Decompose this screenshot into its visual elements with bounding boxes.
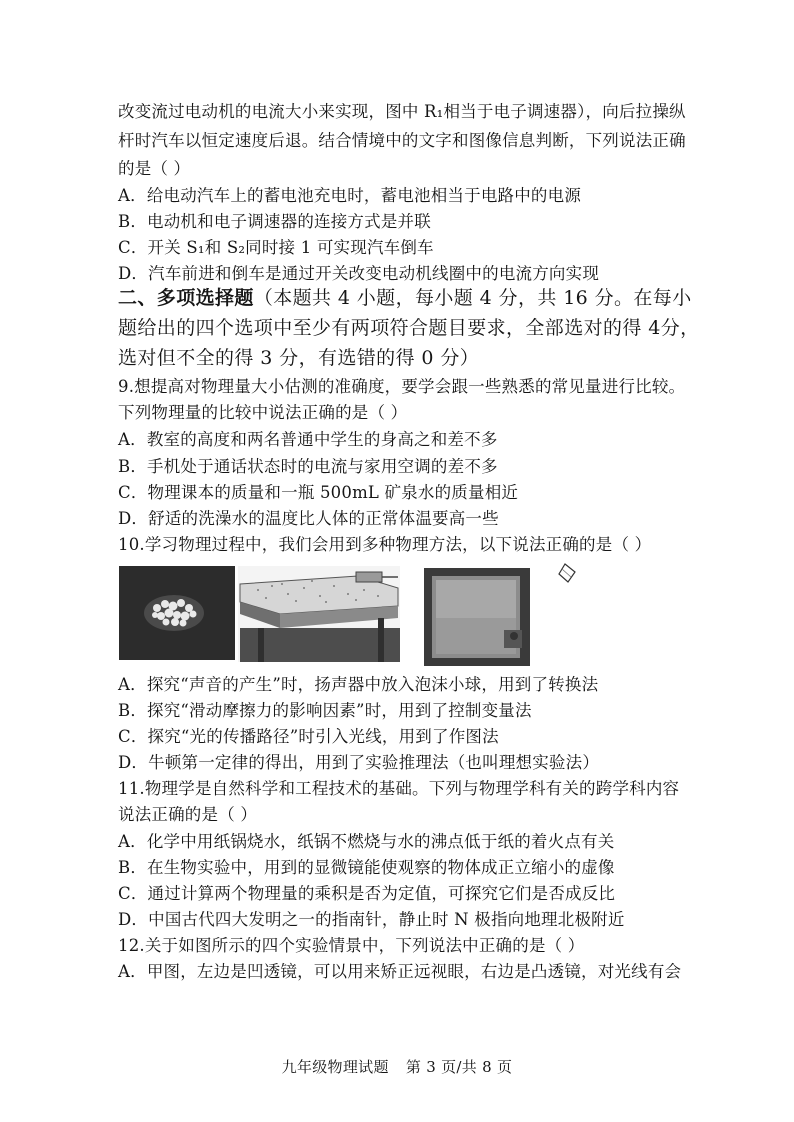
section2-heading-line1 [118, 286, 692, 310]
q11-option-d: D．中国古代四大发明之一的指南针，静止时 N 极指向地理北极附近 [118, 910, 625, 929]
q10-option-c: C．探究“光的传播路径”时引入光线，用到了作图法 [118, 727, 499, 746]
q10-option-d: D．牛顿第一定律的得出，用到了实验推理法（也叫理想实验法） [118, 753, 600, 772]
footer-page-number: 第 3 页/共 8 页 [405, 1058, 513, 1076]
q11-option-b: B．在生物实验中，用到的显微镜能使观察的物体成正立缩小的虚像 [118, 858, 615, 877]
q8-stem-line2: 杆时汽车以恒定速度后退。结合情境中的文字和图像信息判断，下列说法正确 [118, 131, 686, 150]
q11-stem-line1: 11.物理学是自然科学和工程技术的基础。下列与物理学科有关的跨学科内容 [118, 779, 680, 798]
q8-stem-line1: 改变流过电动机的电流大小来实现，图中 R₁相当于电子调速器），向后拉操纵 [118, 102, 686, 121]
section2-instructions-line3: 选对但不全的得 3 分，有选错的得 0 分） [118, 347, 480, 369]
q10-option-a: A．探究“声音的产生”时，扬声器中放入泡沫小球，用到了转换法 [118, 675, 599, 694]
q12-option-a: A．甲图，左边是凹透镜，可以用来矫正远视眼，右边是凸透镜，对光线有会 [118, 962, 682, 981]
q8-option-c: C．开关 S₁和 S₂同时接 1 可实现汽车倒车 [118, 238, 434, 257]
q11-stem-line2: 说法正确的是（ ） [118, 805, 258, 824]
q10-stem: 10.学习物理过程中，我们会用到多种物理方法，以下说法正确的是（ ） [118, 535, 652, 554]
q8-stem-line3: 的是（ ） [118, 159, 191, 178]
q9-option-d: D．舒适的洗澡水的温度比人体的正常体温要高一些 [118, 509, 499, 528]
q11-option-a: A．化学中用纸锅烧水，纸锅不燃烧与水的沸点低于纸的着火点有关 [118, 832, 615, 851]
section2-title: 二、多项选择题 [118, 287, 254, 309]
q9-option-c: C．物理课本的质量和一瓶 500mL 矿泉水的质量相近 [118, 483, 519, 502]
section2-instructions-line2: 题给出的四个选项中至少有两项符合题目要求，全部选对的得 4分， [118, 317, 700, 339]
q11-option-c: C．通过计算两个物理量的乘积是否为定值，可探究它们是否成反比 [118, 884, 616, 903]
q12-stem: 12.关于如图所示的四个实验情景中，下列说法中正确的是（ ） [118, 936, 585, 955]
page-footer [0, 1056, 794, 1077]
q10-option-b: B．探究“滑动摩擦力的影响因素”时，用到了控制变量法 [118, 701, 532, 720]
q10-figure-small-diamond [556, 562, 578, 584]
q10-figure-friction-board [238, 566, 400, 662]
q8-option-b: B．电动机和电子调速器的连接方式是并联 [118, 212, 431, 231]
q8-option-d: D．汽车前进和倒车是通过开关改变电动机线圈中的电流方向实现 [118, 264, 600, 283]
q9-option-a: A．教室的高度和两名普通中学生的身高之和差不多 [118, 430, 498, 449]
q9-stem-line2: 下列物理量的比较中说法正确的是（ ） [118, 403, 408, 422]
q10-figure-ground-line [637, 637, 705, 640]
q9-option-b: B．手机处于通话状态时的电流与家用空调的差不多 [118, 457, 498, 476]
q10-figure-light-path-tank [424, 568, 530, 666]
q8-option-a: A．给电动汽车上的蓄电池充电时，蓄电池相当于电路中的电源 [118, 186, 582, 205]
section2-instructions-line1: （本题共 4 小题，每小题 4 分，共 16 分。在每小 [253, 287, 692, 309]
footer-subject: 九年级物理试题 [281, 1058, 389, 1076]
q9-stem-line1: 9.想提高对物理量大小估测的准确度，要学会跟一些熟悉的常见量进行比较。 [118, 377, 686, 396]
q10-figure-speaker-foam-balls [119, 566, 235, 660]
